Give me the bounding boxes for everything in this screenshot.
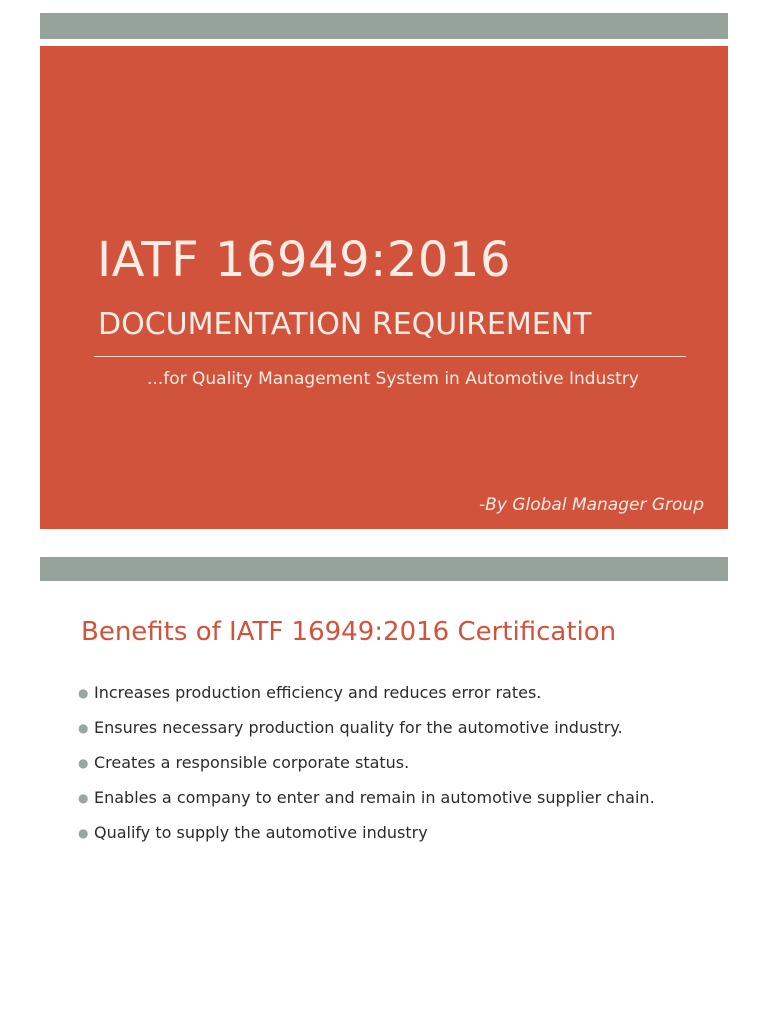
title-divider — [94, 356, 686, 357]
benefit-item — [76, 820, 688, 846]
slide-subtitle: DOCUMENTATION REQUIREMENT — [98, 307, 592, 342]
benefits-heading: Benefits of IATF 16949:2016 Certification — [81, 617, 617, 647]
benefit-text: Qualify to supply the automotive industry — [94, 823, 428, 842]
benefit-item — [76, 750, 688, 776]
slide-tagline: ...for Quality Management System in Automotive Industry — [147, 369, 639, 389]
bullet-dot-icon: ● — [78, 791, 89, 805]
top-decorative-band — [40, 13, 728, 39]
benefits-list — [76, 680, 688, 855]
bullet-dot-icon: ● — [78, 756, 89, 770]
bullet-dot-icon: ● — [78, 826, 89, 840]
bullet-dot-icon: ● — [78, 721, 89, 735]
benefit-text: Enables a company to enter and remain in automotive supplier chain. — [94, 788, 655, 807]
benefit-item — [76, 785, 688, 811]
benefit-text: Creates a responsible corporate status. — [94, 753, 410, 772]
benefit-item — [76, 680, 688, 706]
slide-byline: -By Global Manager Group — [479, 495, 704, 515]
title-slide — [40, 46, 728, 529]
benefit-item — [76, 715, 688, 741]
section-decorative-band — [40, 557, 728, 581]
slide-main-title: IATF 16949:2016 — [97, 232, 511, 288]
bullet-dot-icon: ● — [78, 686, 89, 700]
benefit-text: Increases production efficiency and reduces error rates. — [94, 683, 542, 702]
benefit-text: Ensures necessary production quality for the automotive industry. — [94, 718, 623, 737]
